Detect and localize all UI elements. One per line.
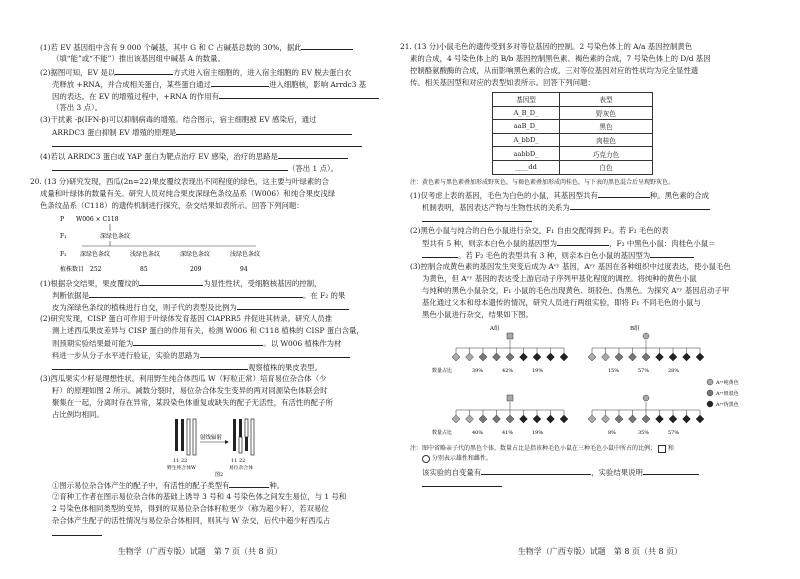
genotype-cell: aaB_D_ bbox=[493, 120, 560, 134]
pedigree-offspring bbox=[452, 415, 460, 423]
chromosome bbox=[245, 419, 248, 437]
q21-3-cont3 bbox=[422, 297, 701, 309]
text: （答出 1 点）。 bbox=[288, 164, 339, 173]
q20-3 bbox=[40, 373, 326, 385]
text: 色条纹品系（C118）的遗传机制进行探究，杂交结果如表所示。回答下列问题： bbox=[40, 201, 304, 210]
count-3: 209 bbox=[190, 266, 202, 273]
pedigree-offspring bbox=[506, 415, 514, 423]
text: 皮为深绿色条纹的植株进行自交，则子代的表型及比例为 bbox=[52, 303, 237, 312]
text: 籽）的原理如图 2 所示。减数分裂时，易位杂合体发生变异的两对同源染色体联会时 bbox=[52, 386, 328, 395]
pedigree-shapes bbox=[452, 333, 704, 423]
f2-type-2: 浅绿色条纹 bbox=[130, 251, 161, 258]
pedigree-offspring bbox=[533, 415, 541, 423]
phenotype-cell: 肉桂色 bbox=[560, 133, 653, 147]
chromosome-segment bbox=[239, 437, 242, 453]
text: （答出 3 点）。 bbox=[52, 103, 103, 112]
radiation-label: 射线辐射 bbox=[200, 435, 223, 441]
text: (1)若 EV 基因组中含有 9 000 个碱基，其中 G 和 C 占碱基总数的 30%，据此 bbox=[40, 43, 302, 52]
q20-3-ii bbox=[52, 491, 346, 503]
text: 分别表示雄性和雌性。 bbox=[431, 455, 492, 462]
chromosome bbox=[181, 419, 184, 451]
male-symbol bbox=[658, 445, 666, 453]
pedigree-offspring bbox=[533, 353, 541, 361]
answer-blank[interactable] bbox=[89, 289, 303, 298]
text: 为黄色，但 Aᵛʸ 基因的表达受上游启动子序列甲基化程度的调控。将纯种的黄色小鼠 bbox=[422, 274, 697, 283]
text: 观察植株的果皮表型。 bbox=[248, 363, 322, 372]
text: 为显性性状，受细胞核基因的控制， bbox=[203, 279, 322, 288]
answer-blank[interactable] bbox=[643, 466, 699, 475]
text: 测上述西瓜果皮差异与 CISP 蛋白的作用有关，检测 W006 和 C118 植株的 CISP 蛋白含量， bbox=[52, 326, 364, 335]
pct-a-top-3: 19% bbox=[532, 368, 544, 374]
pedigree-offspring bbox=[669, 353, 677, 361]
pedigree-offspring bbox=[452, 353, 460, 361]
f2-type-1: 深绿色条纹 bbox=[80, 251, 111, 258]
text: 20. (13 分)研究发现，西瓜(2n=22)果皮覆纹表现出不同程度的绿色，这主要与叶绿素的合 bbox=[30, 177, 329, 186]
legend-swatch-yellow bbox=[707, 379, 713, 385]
answer-blank[interactable] bbox=[52, 162, 288, 171]
text: ，实验结果说明 bbox=[591, 468, 643, 477]
pedigree-diagram bbox=[430, 322, 760, 440]
text: 21. (13 分)小鼠毛色的遗传受到多对等位基因的控制。2 号染色体上的 A/a 基因控制黄色 bbox=[400, 42, 693, 51]
figure-2-chromosomes bbox=[165, 415, 275, 477]
parents-label: P W006 × C118 bbox=[60, 216, 119, 223]
group-a-label: A组 bbox=[490, 326, 500, 332]
pedigree-parent bbox=[507, 395, 513, 401]
pedigree-offspring bbox=[602, 353, 610, 361]
text: 黑色小鼠进行杂交，结果如下图。 bbox=[422, 310, 533, 319]
q20-intro-1 bbox=[30, 176, 329, 188]
pct-a-bot-2: 41% bbox=[502, 430, 514, 436]
pct-b-bot-3: 57% bbox=[668, 430, 680, 436]
count-label: 植株数目 bbox=[60, 266, 85, 273]
q20-3-cont2 bbox=[52, 397, 333, 409]
text: 机制表明，基因表达产物与生物性状的关系为 bbox=[422, 203, 570, 212]
table-row bbox=[493, 120, 653, 134]
pedigree-offspring bbox=[506, 353, 514, 361]
q20-2-cont bbox=[52, 325, 364, 337]
text: 该实验的自变量有 bbox=[422, 468, 482, 477]
caption-2: 易位杂合体 bbox=[229, 466, 253, 471]
answer-blank[interactable] bbox=[237, 301, 349, 310]
pct-b-bot-1: 8% bbox=[608, 430, 616, 436]
pct-a-top-2: 42% bbox=[502, 368, 514, 374]
pedigree-offspring bbox=[479, 353, 487, 361]
text: (2)据图可知，EV 是以 bbox=[40, 68, 116, 77]
pedigree-note-2 bbox=[422, 453, 492, 465]
pct-a-bot-1: 40% bbox=[472, 430, 484, 436]
pedigree-offspring bbox=[629, 415, 637, 423]
pedigree-offspring bbox=[547, 353, 555, 361]
answer-blank[interactable] bbox=[422, 249, 458, 258]
text: (1)根据杂交结果，果皮覆纹的 bbox=[40, 279, 140, 288]
answer-blank[interactable] bbox=[650, 249, 694, 258]
q20-3-cont bbox=[52, 385, 327, 397]
text: 与纯种的黑色小鼠杂交，F₁ 小鼠的毛色出现黄色、斑驳色、伪黑色。为探究 Aᵛʸ 基因启动子甲 bbox=[422, 286, 730, 295]
legend-mottled: Aᵛʸ斑驳色 bbox=[716, 391, 739, 397]
chromosome bbox=[187, 419, 190, 455]
genotype-cell: A_bbD_ bbox=[493, 133, 560, 147]
answer-blank[interactable] bbox=[301, 41, 353, 50]
text: 素的合成，4 号染色体上的 B/b 基因控制黑色素、褐色素的合成，7 号染色体上的 D/d 基因 bbox=[410, 54, 711, 63]
answer-blank[interactable] bbox=[481, 466, 591, 475]
text: (3)干扰素 -β(IFN-β)可以抑制病毒的增殖。结合图示，宿主细胞被 EV 感染后，通过 bbox=[40, 115, 317, 124]
phenotype-cell: 巧克力色 bbox=[560, 147, 653, 161]
pedigree-offspring bbox=[466, 353, 474, 361]
q19-3 bbox=[40, 114, 316, 126]
q20-intro-2 bbox=[40, 188, 335, 200]
text: 。若 F₂ 毛色的表型共有 3 种，则亲本白色小鼠的基因型为 bbox=[458, 251, 651, 260]
pedigree-offspring bbox=[560, 415, 568, 423]
text: 进入细胞核，影响 Arrdc3 基 bbox=[268, 80, 367, 89]
answer-blank[interactable] bbox=[422, 478, 502, 487]
f2-type-4: 浅绿色条纹 bbox=[230, 251, 261, 258]
table-row bbox=[493, 133, 653, 147]
answer-blank[interactable] bbox=[52, 361, 248, 370]
text: 种。 bbox=[269, 481, 285, 490]
q21-3-cont bbox=[422, 273, 697, 285]
text: 注：图中省略亲子代的黑色个体，数量占比是指该种毛色小鼠在三种毛色小鼠中所占的比例； bbox=[410, 445, 657, 452]
pct-b-top-3: 28% bbox=[668, 368, 680, 374]
pedigree-parent bbox=[643, 333, 649, 339]
chromosome bbox=[239, 419, 242, 437]
f2-type-3: 深绿色条纹 bbox=[180, 251, 211, 258]
chromosome bbox=[251, 419, 254, 455]
f1-phenotype: 深绿色条纹 bbox=[100, 233, 131, 240]
answer-blank[interactable] bbox=[219, 90, 379, 99]
group-b-label: B组 bbox=[630, 326, 640, 332]
text: 因的表达。在 EV 的增殖过程中，+RNA 的作用有 bbox=[52, 92, 219, 101]
q21-intro-4 bbox=[410, 77, 595, 89]
chromosome bbox=[233, 419, 236, 451]
page-footer: 生物学（广西专版）试题 第 7 页（共 8 页） bbox=[117, 547, 283, 556]
text: 方式进入宿主细胞的，进入宿主细胞的 EV 脱去蛋白衣 bbox=[173, 68, 352, 77]
table-row bbox=[493, 160, 653, 174]
genotype-cell: ____dd bbox=[493, 160, 560, 174]
q21-3-cont2 bbox=[422, 285, 729, 297]
answer-blank[interactable] bbox=[139, 277, 203, 286]
q20-3-ii-cont bbox=[52, 503, 329, 515]
count-label: 数量占比 bbox=[432, 368, 453, 374]
answer-blank[interactable] bbox=[422, 213, 532, 222]
pedigree-offspring bbox=[493, 415, 501, 423]
text: ①图示易位杂合体产生的配子中，有活性的配子类型有 bbox=[52, 481, 230, 490]
header-genotype: 基因型 bbox=[493, 93, 560, 107]
q20-3-cont3 bbox=[52, 409, 104, 421]
q21-intro-2 bbox=[410, 53, 711, 65]
pct-b-top-2: 57% bbox=[638, 368, 650, 374]
text: (1)仅考虑上表的基因，毛色为白色的小鼠，其基因型共有 bbox=[410, 191, 598, 200]
page-footer: 生物学（广西专版）试题 第 8 页（共 8 页） bbox=[517, 547, 683, 556]
pedigree-offspring bbox=[615, 353, 623, 361]
legend-yellow: Aᵛʸ纯黄色 bbox=[716, 380, 739, 386]
text: (3)西瓜果实少籽是理想性状。利用野生纯合体西瓜 W（籽粒正常）培育易位杂合体（少 bbox=[40, 374, 327, 383]
phenotype-cell: 黑色 bbox=[560, 120, 653, 134]
figure-name: 图2 bbox=[215, 472, 224, 477]
q19-1-cont bbox=[52, 53, 225, 65]
pedigree-offspring bbox=[683, 415, 691, 423]
answer-blank[interactable] bbox=[52, 527, 102, 536]
pedigree-parent bbox=[643, 395, 649, 401]
count-4: 94 bbox=[240, 266, 248, 273]
pct-a-bot-3: 19% bbox=[532, 430, 544, 436]
answer-blank[interactable] bbox=[211, 78, 269, 87]
genotype-cell: A_B_D_ bbox=[493, 106, 560, 120]
text: (4)若以 ARRDC3 蛋白或 YAP 蛋白为靶点治疗 EV 感染，治疗的思路是 bbox=[40, 152, 278, 161]
table-header-row bbox=[493, 93, 653, 107]
chromosome bbox=[175, 419, 178, 451]
pedigree-offspring bbox=[629, 353, 637, 361]
right-page bbox=[400, 0, 800, 579]
text: (2)黑色小鼠与纯合的白色小鼠进行杂交，F₁ 自由交配得到 F₂。若 F₂ 毛色的表 bbox=[410, 226, 669, 235]
text: 种。黑色素的合成 bbox=[649, 191, 709, 200]
cross-diagram bbox=[60, 211, 360, 275]
answer-blank[interactable] bbox=[229, 479, 269, 488]
label-2: 11 22 bbox=[231, 458, 246, 464]
text: 基化通过父本和母本遗传的情况，研究人员进行两组实验，即将 F₁ 不同毛色的小鼠与 bbox=[422, 298, 701, 307]
pedigree-offspring bbox=[669, 415, 677, 423]
pedigree-offspring bbox=[642, 415, 650, 423]
table-note: 注：黄色素与黑色素叠加形成野灰色，与褐色素叠加形成肉桂色，与下表的黑色混合后呈现野灰色。 bbox=[410, 179, 675, 186]
answer-blank[interactable] bbox=[52, 138, 362, 147]
text: 传。相关基因型和对应的表型如表所示。回答下列问题： bbox=[410, 78, 595, 87]
pedigree-offspring bbox=[588, 353, 596, 361]
pedigree-offspring bbox=[642, 353, 650, 361]
pedigree-offspring bbox=[602, 415, 610, 423]
q19-4-cont bbox=[52, 162, 338, 175]
q20-2 bbox=[40, 313, 332, 325]
text: 料进一步从分子水平进行验证，实验的思路为 bbox=[52, 351, 200, 360]
text: 聚集在一起，分离时存在异常，某段染色体重复或缺失的配子无活性，有活性的配子所 bbox=[52, 398, 333, 407]
pct-a-top-1: 39% bbox=[472, 368, 484, 374]
text: 。以 W006 植株作为材 bbox=[263, 339, 342, 348]
text: 杂合体产生配子的活性情况与易位杂合体相同，则其与 W 杂交，后代中超少籽西瓜占 bbox=[52, 516, 331, 525]
text: 2 号染色体相同类型的变异，得到的双易位杂合体籽粒更少（称为超少籽），若双易位 bbox=[52, 504, 329, 513]
pedigree-offspring bbox=[479, 415, 487, 423]
table-row bbox=[493, 106, 653, 120]
pedigree-offspring bbox=[696, 415, 704, 423]
text: 占比例均相同。 bbox=[52, 410, 104, 419]
caption-1: 野生纯合体W bbox=[167, 466, 196, 471]
chromosome-segment bbox=[245, 437, 248, 451]
pedigree-offspring bbox=[656, 415, 664, 423]
q20-3-ii-cont2 bbox=[52, 515, 330, 527]
legend-pseudoblack: Aᵛʸ伪黑色 bbox=[716, 402, 739, 408]
pedigree-offspring bbox=[696, 353, 704, 361]
chromosome bbox=[193, 419, 196, 455]
count-label: 数量占比 bbox=[432, 430, 453, 436]
q21-intro-1 bbox=[400, 41, 692, 53]
answer-blank[interactable] bbox=[557, 237, 609, 246]
f1-label: F₁ bbox=[60, 233, 67, 240]
text: ②育种工作者在图示易位杂合体的基础上诱导 3 号和 4 号染色体之间发生易位，与 1 号和 bbox=[52, 492, 347, 501]
q21-intro-3 bbox=[410, 65, 698, 77]
pct-b-top-1: 15% bbox=[608, 368, 620, 374]
legend-swatch-pseudoblack bbox=[707, 401, 713, 407]
legend-swatch-mottled bbox=[707, 390, 713, 396]
table-row bbox=[493, 147, 653, 161]
answer-blank[interactable] bbox=[598, 189, 650, 198]
phenotype-cell: 野灰色 bbox=[560, 106, 653, 120]
text: ，F₂ 中黑色小鼠：肉桂色小鼠＝ bbox=[609, 239, 716, 248]
header-phenotype: 表型 bbox=[560, 93, 653, 107]
pedigree-offspring bbox=[615, 415, 623, 423]
text: 控制酪氨酸酶的合成，从而影响黑色素的合成，三对等位基因对应的性状均为完全显性遗 bbox=[410, 66, 699, 75]
pedigree-offspring bbox=[547, 415, 555, 423]
q21-final-line bbox=[422, 478, 502, 491]
text: 。在 F₂ 的果 bbox=[302, 291, 346, 300]
count-1: 252 bbox=[90, 266, 102, 273]
text: 壳释放 +RNA，并合成相关蛋白，某些蛋白通过 bbox=[52, 80, 211, 89]
q21-3-cont4 bbox=[422, 309, 533, 321]
q21-2 bbox=[410, 225, 668, 237]
text: （填“能”或“不能”）推出该基因组中碱基 A 的数量。 bbox=[52, 54, 225, 63]
female-symbol bbox=[422, 455, 430, 463]
text: 型共有 5 种，则亲本白色小鼠的基因型为 bbox=[422, 239, 558, 248]
text: ARRDC3 蛋白抑制 EV 增殖的原理是 bbox=[52, 128, 177, 137]
phenotype-cell: 白色 bbox=[560, 160, 653, 174]
answer-blank[interactable] bbox=[278, 150, 348, 159]
q19-2-cont3 bbox=[52, 102, 102, 114]
genotype-table bbox=[492, 92, 653, 175]
and-label: 和 bbox=[667, 445, 674, 452]
pedigree-offspring bbox=[683, 353, 691, 361]
pedigree-offspring bbox=[656, 353, 664, 361]
pedigree-offspring bbox=[520, 415, 528, 423]
q20-3-ii-line bbox=[52, 527, 102, 540]
answer-blank[interactable] bbox=[200, 349, 350, 358]
arrow-head bbox=[225, 440, 229, 444]
pedigree-parent bbox=[507, 333, 513, 339]
genotype-cell: aabbD_ bbox=[493, 147, 560, 161]
text: 则预期实验结果最可能为 bbox=[52, 339, 134, 348]
label-1: 11 22 bbox=[173, 458, 188, 464]
q21-3 bbox=[410, 261, 731, 273]
answer-blank[interactable] bbox=[115, 66, 173, 75]
pedigree-offspring bbox=[560, 353, 568, 361]
pct-b-bot-2: 35% bbox=[638, 430, 650, 436]
text: (2)研究发现，CISP 蛋白可作用于叶绿体发育基因 ClAPRR5 并促进其转录。研究人员推 bbox=[40, 314, 333, 323]
pedigree-offspring bbox=[588, 415, 596, 423]
pedigree-offspring bbox=[466, 415, 474, 423]
text: (3)控制合成黄色素的基因发生突变后成为 Aᵛʸ 基因，Aᵛʸ 基因在各种组织中过度表达，使小鼠毛色 bbox=[410, 262, 731, 271]
answer-blank[interactable] bbox=[176, 126, 352, 135]
pedigree-offspring bbox=[493, 353, 501, 361]
answer-blank[interactable] bbox=[570, 201, 710, 210]
text: 成量和叶绿体的数量有关。研究人员对纯合果皮深绿色条纹品系（W006）和纯合果皮浅绿 bbox=[40, 189, 336, 198]
f2-label: F₂ bbox=[60, 251, 67, 258]
count-2: 85 bbox=[140, 266, 148, 273]
text: 判断依据是 bbox=[52, 291, 89, 300]
answer-blank[interactable] bbox=[133, 337, 263, 346]
pedigree-offspring bbox=[520, 353, 528, 361]
